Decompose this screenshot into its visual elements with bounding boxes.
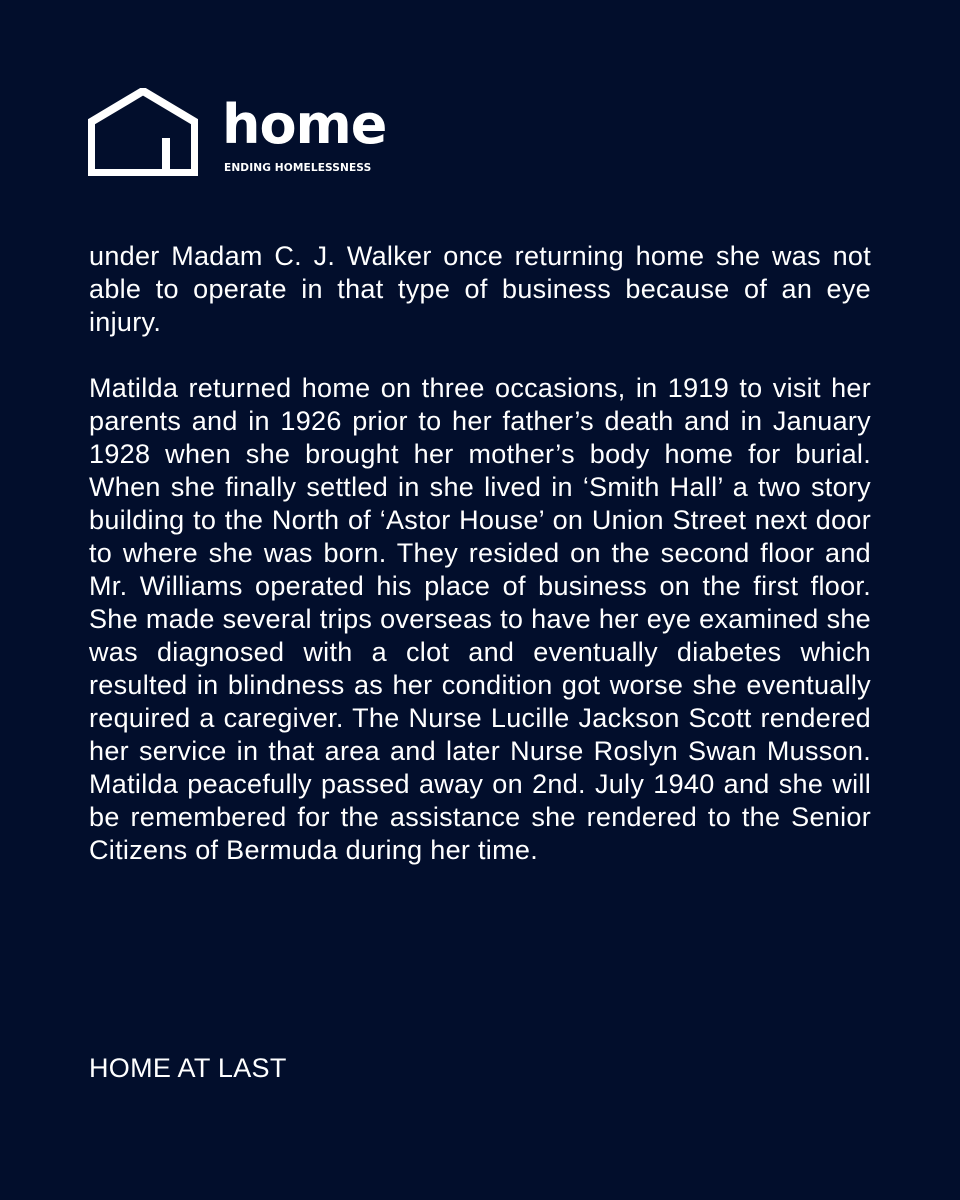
brand-tagline: ENDING HOMELESSNESS	[224, 162, 372, 174]
brand-logo	[88, 88, 408, 178]
article-body	[89, 240, 871, 867]
brand-name: home	[222, 93, 387, 156]
paragraph-2: Matilda returned home on three occasions, in 1919 to visit her parents and in 1926 prior to her father’s death and in January 1928 when she brought her mother’s body home for burial. When she finally settled in she lived in ‘Smith Hall’ a two story building to the North of ‘Astor House’ on Union Street next door to where she was born. They resided on the second floor and Mr. Williams operated his place of business on the first floor. She made several trips overseas to have her eye examined she was diagnosed with a clot and eventually diabetes which resulted in blindness as her condition got worse she eventually required a caregiver. The Nurse Lucille Jackson Scott rendered her service in that area and later Nurse Roslyn Swan Musson. Matilda peacefully passed away on 2nd. July 1940 and she will be remembered for the assistance she rendered to the Senior Citizens of Bermuda during her time.	[89, 373, 871, 865]
closing-line: HOME AT LAST	[89, 1053, 287, 1083]
house-outline-icon	[88, 88, 198, 176]
paragraph-1: under Madam C. J. Walker once returning home she was not able to operate in that type of business because of an eye injury.	[89, 241, 871, 337]
